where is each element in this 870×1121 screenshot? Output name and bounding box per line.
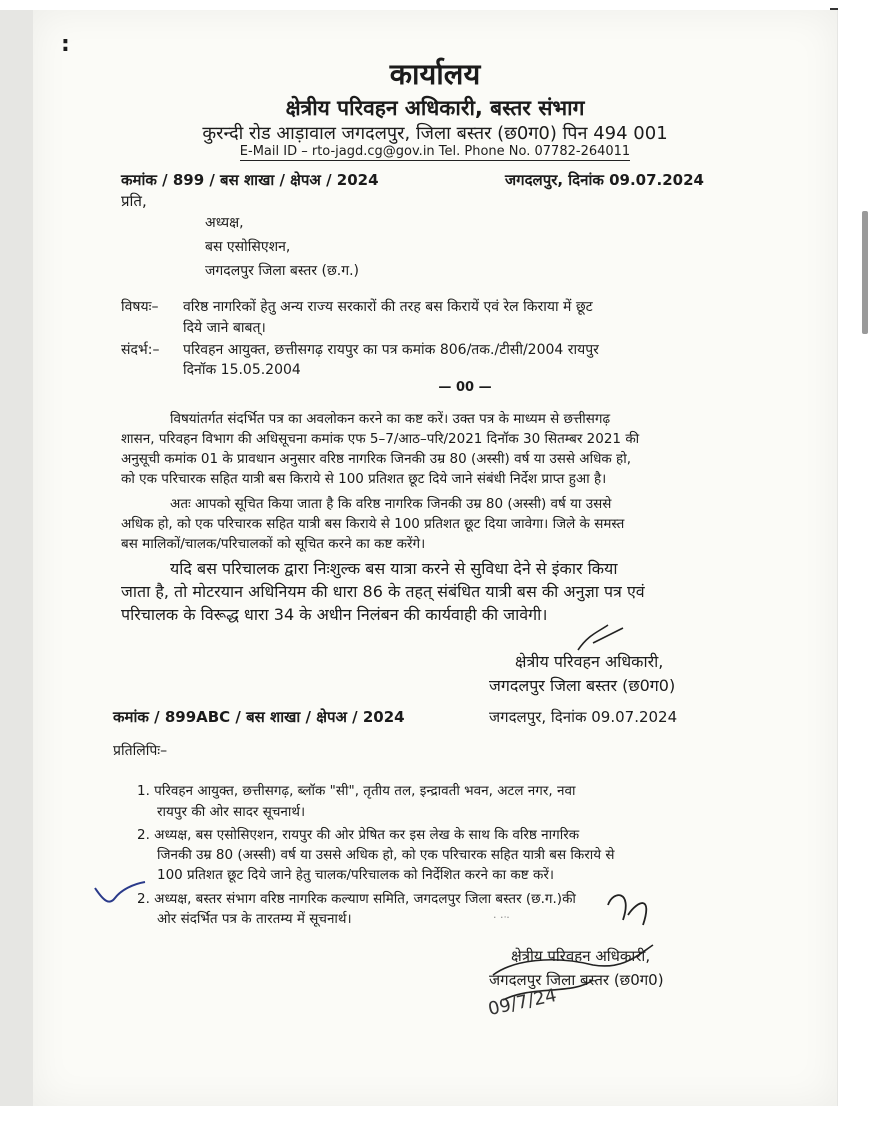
viewer-right-margin	[838, 0, 870, 1121]
signature-place: जगदलपुर जिला बस्तर (छ0ग0)	[489, 676, 676, 695]
contact-text: E-Mail ID – rto-jagd.cg@gov.in Tel. Phone No. 07782-264011	[239, 144, 631, 159]
paragraph-line: को एक परिचारक सहित यात्री बस किराये से 100 प्रतिशत छूट दिये जाने संबंधी निर्देश प्राप्त हुआ है।	[121, 471, 607, 487]
paragraph-line: जाता है, तो मोटरयान अधिनियम की धारा 86 के तहत् संबंधित यात्री बस की अनुज्ञा पत्र एवं	[121, 582, 645, 601]
signature-scribble-icon	[578, 625, 623, 650]
reference-line: दिनॉक 15.05.2004	[183, 362, 301, 378]
office-address: कुरन्दी रोड आड़ावाल जगदलपुर, जिला बस्तर (छ0ग0) पिन 494 001	[202, 123, 668, 144]
faint-mark: · ·ᐧ·	[493, 911, 510, 924]
subject-line: वरिष्ठ नागरिकों हेतु अन्य राज्य सरकारों की तरह बस किरायें एवं रेल किराया में छूट	[183, 299, 593, 315]
paragraph-line: यदि बस परिचालक द्वारा निःशुल्क बस यात्रा करने से सुविधा देने से इंकार किया	[170, 559, 618, 578]
subject-line: दिये जाने बाबत्।	[183, 320, 266, 336]
copy-signature-title: क्षेत्रीय परिवहन अधिकारी,	[511, 947, 651, 965]
copy-item-line: जिनकी उम्र 80 (अस्सी) वर्ष या उससे अधिक हो, को एक परिचारक सहित यात्री बस किराये से	[157, 847, 615, 863]
paragraph-line: शासन, परिवहन विभाग की अधिसूचना कमांक एफ 5–7/आठ–परि/2021 दिनॉक 30 सितम्बर 2021 की	[121, 431, 640, 447]
handwritten-date: 09/7/24	[486, 985, 559, 1020]
officer-signature-icon	[493, 945, 653, 1000]
copy-item-line: 100 प्रतिशत छूट दिये जाने हेतु चालक/परिचालक को निर्देशित करने का कष्ट करें।	[157, 867, 554, 883]
recipient-line: जगदलपुर जिला बस्तर (छ.ग.)	[205, 263, 360, 279]
pen-tick-icon	[95, 882, 145, 902]
scrollbar-thumb[interactable]	[862, 211, 868, 334]
copy-item-line: ओर संदर्भित पत्र के तारतम्य में सूचनार्थ।	[157, 911, 352, 927]
paragraph-line: अधिक हो, को एक परिचारक सहित यात्री बस किराये से 100 प्रतिशत छूट दिया जावेगा। जिले के समस्त	[121, 516, 625, 532]
reference-line: परिवहन आयुक्त, छत्तीसगढ़ रायपुर का पत्र कमांक 806/तक./टीसी/2004 रायपुर	[183, 342, 599, 358]
margin-mark: :	[61, 32, 70, 57]
copy-signature-place: जगदलपुर जिला बस्तर (छ0ग0)	[489, 971, 664, 989]
paragraph-line: विषयांतर्गत संदर्भित पत्र का अवलोकन करने का कष्ट करें। उक्त पत्र के माध्यम से छत्तीसगढ़	[170, 411, 611, 427]
viewer-bottom-margin	[0, 1106, 870, 1121]
copy-label: प्रतिलिपिः–	[113, 743, 168, 759]
letter-date: जगदलपुर, दिनांक 09.07.2024	[505, 171, 704, 189]
copy-date: जगदलपुर, दिनांक 09.07.2024	[489, 708, 678, 726]
to-label: प्रति,	[121, 192, 147, 210]
subject-label: विषयः–	[121, 299, 159, 315]
paragraph-line: बस मालिकों/चालक/परिचालकों को सूचित करने का कष्ट करेंगे।	[121, 536, 426, 552]
initials-scribble-icon	[608, 895, 646, 925]
recipient-line: बस एसोसिएशन,	[205, 239, 291, 255]
paragraph-line: परिचालक के विरूद्ध धारा 34 के अधीन निलंबन की कार्यवाही की जावेगी।	[121, 605, 548, 624]
separator: — 00 —	[438, 380, 492, 395]
letter-reference-number: कमांक / 899 / बस शाखा / क्षेपअ / 2024	[121, 171, 379, 189]
paragraph-line: अतः आपको सूचित किया जाता है कि वरिष्ठ नागरिक जिनकी उम्र 80 (अस्सी) वर्ष या उससे	[170, 496, 612, 512]
copy-reference-number: कमांक / 899ABC / बस शाखा / क्षेपअ / 2024	[113, 708, 405, 726]
office-name: क्षेत्रीय परिवहन अधिकारी, बस्तर संभाग	[285, 96, 585, 120]
paragraph-line: अनुसूची कमांक 01 के प्रावधान अनुसार वरिष्ठ नागरिक जिनकी उम्र 80 (अस्सी) वर्ष या उससे अधिक हो,	[121, 451, 631, 467]
copy-item-line: 2. अध्यक्ष, बस्तर संभाग वरिष्ठ नागरिक कल्याण समिति, जगदलपुर जिला बस्तर (छ.ग.)की	[137, 891, 576, 907]
letter-page	[33, 10, 837, 1106]
handwriting-overlay	[33, 10, 837, 1106]
office-title: कार्यालय	[389, 57, 481, 91]
signature-title: क्षेत्रीय परिवहन अधिकारी,	[515, 652, 664, 671]
recipient-line: अध्यक्ष,	[205, 215, 244, 231]
reference-label: संदर्भ:–	[121, 342, 160, 358]
copy-item-line: 2. अध्यक्ष, बस एसोसिएशन, रायपुर की ओर प्रेषित कर इस लेख के साथ कि वरिष्ठ नागरिक	[137, 827, 580, 843]
copy-item-line: रायपुर की ओर सादर सूचनार्थ।	[157, 804, 306, 820]
copy-item-line: 1. परिवहन आयुक्त, छत्तीसगढ़, ब्लॉक "सी", तृतीय तल, इन्द्रावती भवन, अटल नगर, नवा	[137, 783, 576, 799]
top-status-bar	[0, 0, 870, 10]
